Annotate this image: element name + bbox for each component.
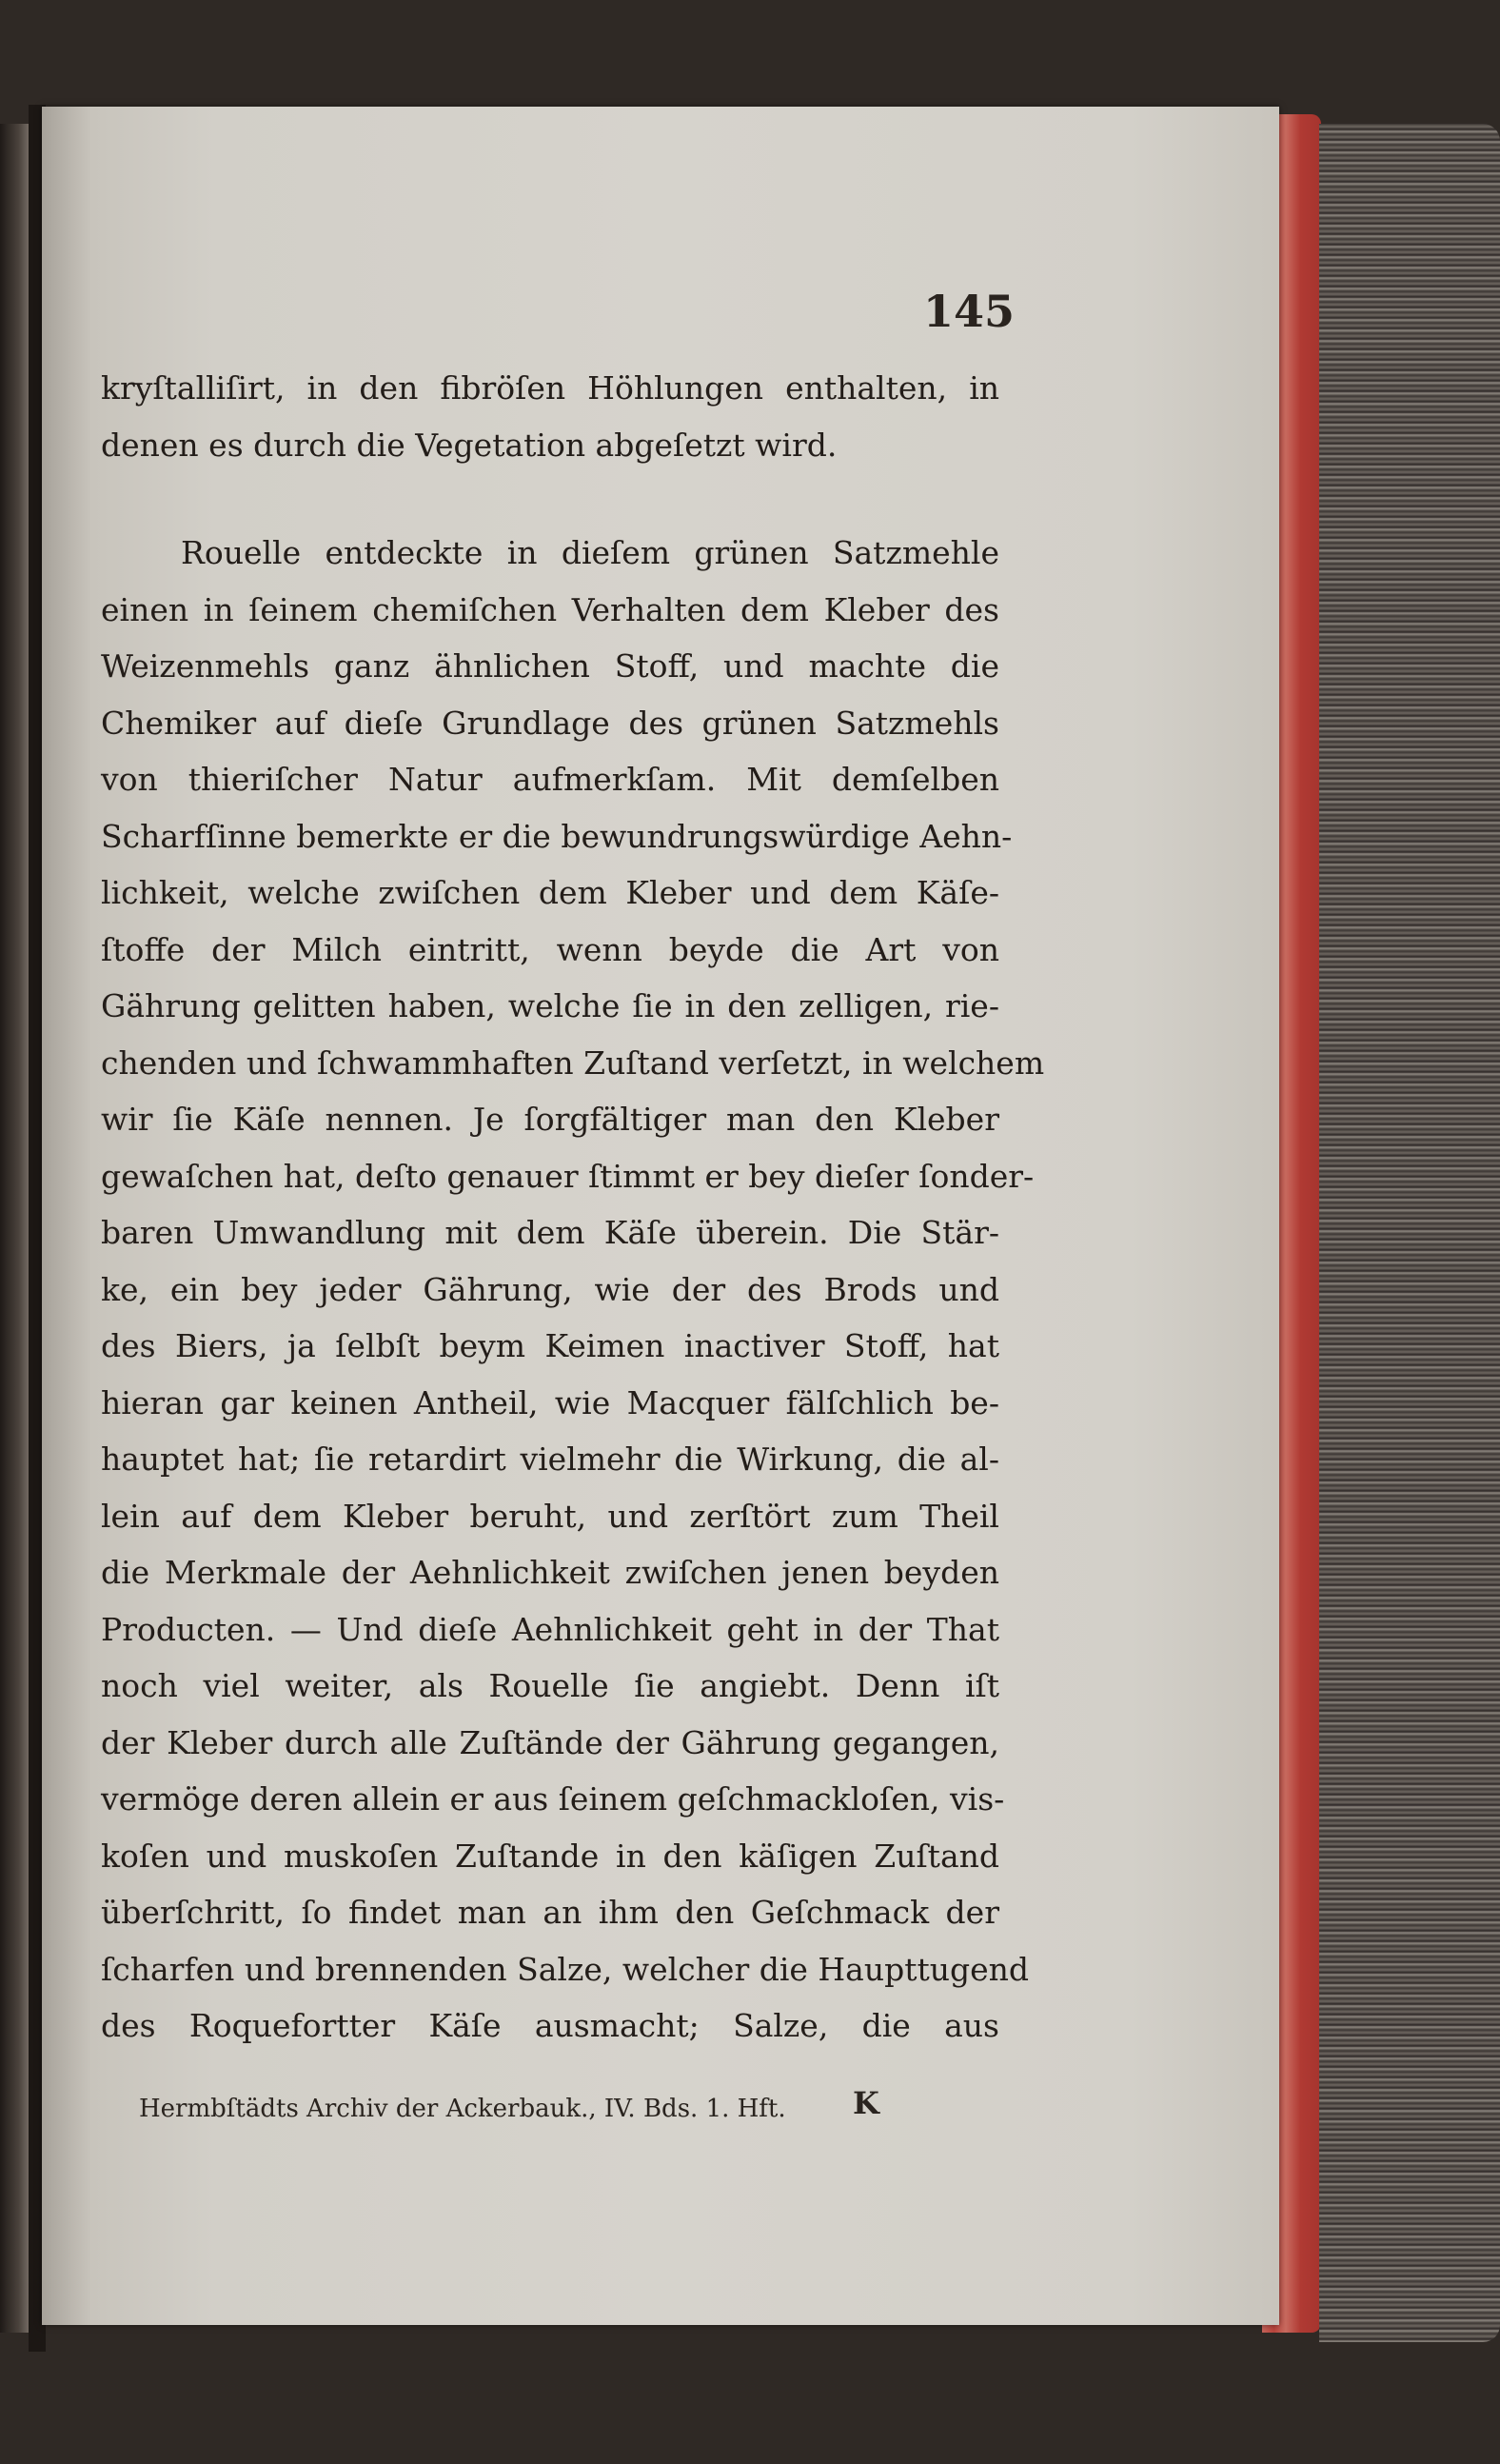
paragraph-gap	[101, 473, 999, 525]
text-line: des Roquefortter Käſe ausmacht; Salze, die aus	[101, 2007, 999, 2044]
text-line: denen es durch die Vegetation abgeſetzt wird.	[101, 426, 838, 464]
text-line: überſchritt, ſo findet man an ihm den Geſchmack der	[101, 1894, 999, 1931]
text-line: die Merkmale der Aehnlichkeit zwiſchen jenen beyden	[101, 1554, 999, 1591]
text-line: einen in ſeinem chemiſchen Verhalten dem Kleber des	[101, 590, 999, 628]
page-number: 145	[923, 286, 1016, 337]
book-binding	[1319, 124, 1500, 2342]
text-line: der Kleber durch alle Zuſtände der Gährung gegangen,	[101, 1723, 999, 1761]
text-line: des Biers, ja ſelbſt beym Keimen inactiver Stoff, hat	[101, 1327, 999, 1364]
text-line: Rouelle entdeckte in dieſem grünen Satzmehle	[181, 534, 999, 571]
text-line: wir ſie Käſe nennen. Je ſorgfältiger man den Kleber	[101, 1101, 999, 1138]
text-line: lein auf dem Kleber beruht, und zerſtört zum Theil	[101, 1497, 999, 1535]
text-line: von thieriſcher Natur aufmerkſam. Mit demſelben	[101, 761, 999, 798]
text-line: chenden und ſchwammhaften Zuſtand verſetzt, in welchem	[101, 1043, 1045, 1082]
text-line: baren Umwandlung mit dem Käſe überein. Die Stär-	[101, 1214, 999, 1251]
text-line: gewaſchen hat, deſto genauer ſtimmt er bey dieſer ſonder-	[101, 1157, 1035, 1195]
text-line: ſtoffe der Milch eintritt, wenn beyde die Art von	[101, 930, 999, 968]
text-line: ke, ein bey jeder Gährung, wie der des Brods und	[101, 1270, 999, 1308]
text-line: Producten. — Und dieſe Aehnlichkeit geht in der That	[101, 1610, 999, 1648]
text-line: noch viel weiter, als Rouelle ſie angiebt. Denn iſt	[101, 1667, 999, 1704]
text-line: Scharfſinne bemerkte er die bewundrungswürdige Aehn-	[101, 817, 1013, 855]
page-body-text	[101, 360, 1045, 2055]
text-line: ſcharfen und brennenden Salze, welcher die Haupttugend	[101, 1950, 1030, 1988]
text-line: hauptet hat; ſie retardirt vielmehr die Wirkung, die al-	[101, 1441, 999, 1478]
text-line: vermöge deren allein er aus ſeinem geſchmackloſen, vis-	[101, 1780, 1005, 1818]
text-line: koſen und muskoſen Zuſtande in den käſigen Zuſtand	[101, 1837, 999, 1875]
text-line: Chemiker auf dieſe Grundlage des grünen Satzmehls	[101, 704, 999, 742]
text-line: Weizenmehls ganz ähnlichen Stoff, und machte die	[101, 647, 999, 685]
text-line: hieran gar keinen Antheil, wie Macquer fälſchlich be-	[101, 1383, 999, 1421]
page-footer: Hermbſtädts Archiv der Ackerbauk., IV. Bds. 1. Hft.	[139, 2095, 786, 2123]
signature-mark: K	[853, 2085, 879, 2121]
text-line: Gährung gelitten haben, welche ſie in den zelligen, rie-	[101, 987, 999, 1024]
text-line: lichkeit, welche zwiſchen dem Kleber und dem Käſe-	[101, 874, 999, 911]
text-line: kryſtalliſirt, in den fibröſen Höhlungen enthalten, in	[101, 369, 999, 407]
